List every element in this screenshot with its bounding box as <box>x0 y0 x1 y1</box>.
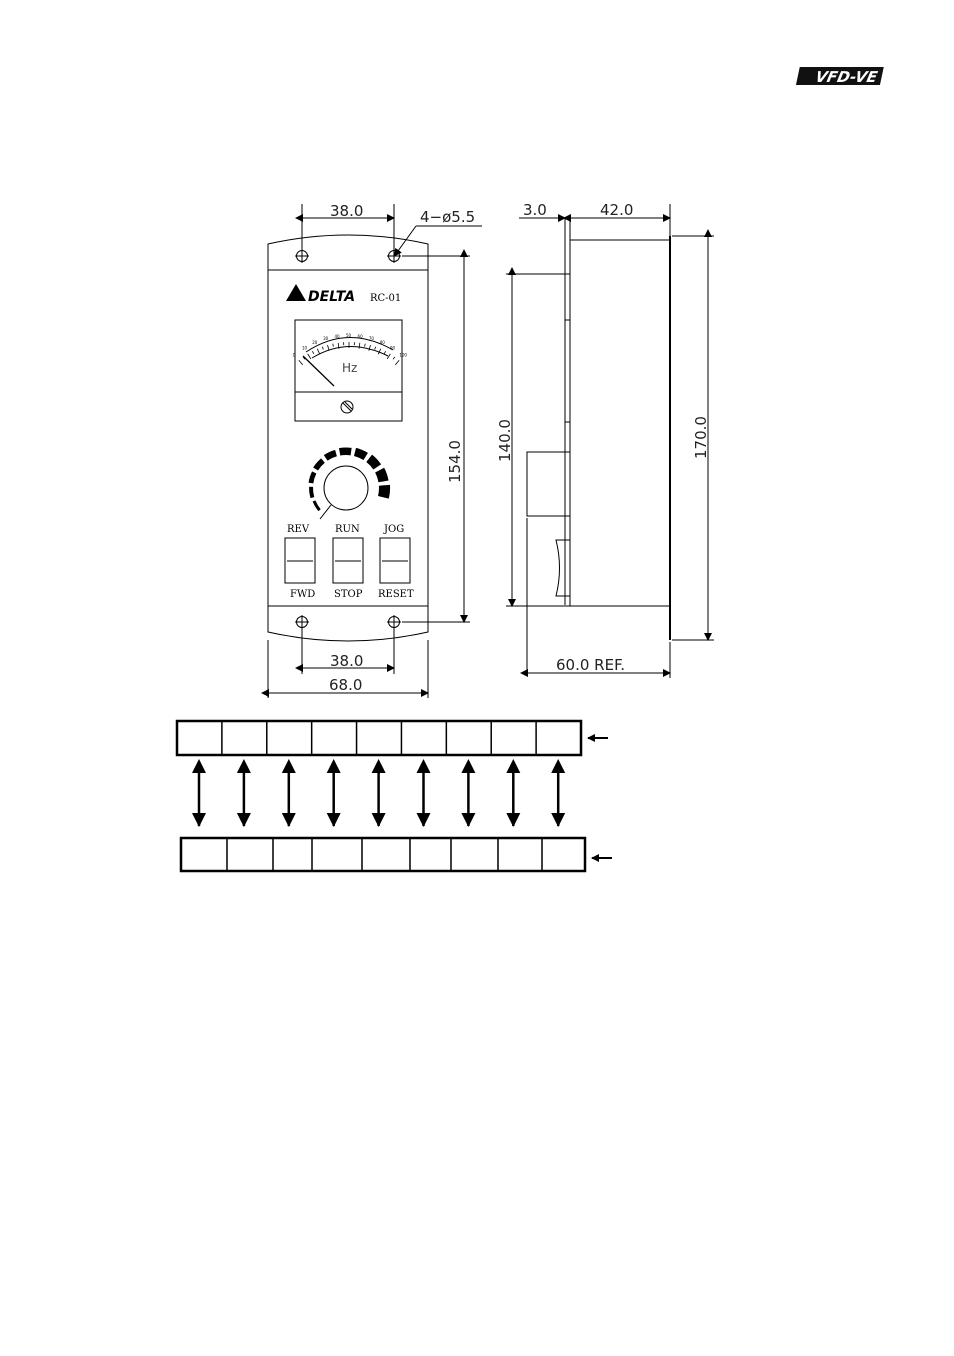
knob-scale <box>311 451 385 510</box>
meter-tick <box>359 343 360 349</box>
dim-height-label: 154.0 <box>446 440 464 483</box>
dim-total-depth <box>527 642 670 678</box>
terminal-strip-bottom <box>181 838 585 871</box>
dim-body-height-label: 140.0 <box>496 419 514 462</box>
dim-hole-callout <box>398 208 482 251</box>
meter-scale-number: 30 <box>323 336 329 342</box>
frequency-meter <box>293 320 408 421</box>
dim-height <box>402 256 470 622</box>
meter-scale-number: 100 <box>399 352 407 358</box>
button-label-jog: JOG <box>384 524 405 535</box>
button-label-stop: STOP <box>334 589 363 600</box>
side-body <box>570 240 670 606</box>
meter-scale-number: 40 <box>334 333 340 339</box>
knob-scale-segment <box>383 485 384 497</box>
meter-tick <box>312 351 313 354</box>
meter-scale-number: 90 <box>389 345 396 351</box>
knob-scale-segment <box>311 472 314 483</box>
dim-width-label: 68.0 <box>329 676 363 694</box>
wiring-diagram <box>177 721 612 871</box>
terminal-strip-top <box>177 721 581 755</box>
meter-scale-number: 10 <box>302 345 308 351</box>
delta-triangle-icon <box>286 284 306 301</box>
meter-unit: Hz <box>342 361 358 375</box>
side-button-profile <box>556 540 570 596</box>
meter-tick <box>395 360 399 365</box>
knob-scale-segment <box>326 453 336 458</box>
button-label-rev: REV <box>287 524 310 535</box>
meter-tick <box>365 344 366 347</box>
side-view <box>496 201 714 678</box>
meter-tick <box>393 357 395 359</box>
mounting-hole-icon <box>387 249 401 263</box>
terminal-strip-bottom-frame <box>181 838 585 871</box>
meter-tick <box>375 347 376 350</box>
meter-needle <box>303 356 334 386</box>
meter-scale-number: 20 <box>312 340 318 346</box>
dim-total-height <box>672 236 714 640</box>
mounting-hole-icon <box>295 249 309 263</box>
button-label-fwd: FWD <box>290 589 316 600</box>
meter-tick <box>322 347 323 350</box>
dim-flange <box>519 201 580 219</box>
dim-total-height-label: 170.0 <box>692 416 710 459</box>
meter-tick <box>317 349 319 354</box>
front-view <box>268 202 482 698</box>
dim-top-hole-spacing <box>302 202 394 250</box>
dim-bottom-hole-spacing <box>302 628 394 674</box>
knob-scale-segment <box>380 470 384 481</box>
side-knob-profile <box>527 452 570 516</box>
meter-scale-number: 60 <box>357 333 363 339</box>
meter-scale-number: 0 <box>292 352 296 358</box>
dim-flange-label: 3.0 <box>523 201 547 219</box>
knob-scale-segment <box>316 461 323 469</box>
zero-adjust-screw-icon <box>341 401 353 413</box>
meter-tick <box>333 344 334 347</box>
knob-scale-segment <box>369 458 377 467</box>
button-rev-fwd[interactable] <box>285 524 315 600</box>
dim-total-depth-label: 60.0 REF. <box>556 656 626 674</box>
mounting-hole-icon <box>387 615 401 629</box>
delta-logo <box>286 284 355 305</box>
button-jog-reset[interactable] <box>378 524 414 600</box>
knob-scale-segment <box>311 487 312 498</box>
knob-scale-segment <box>355 452 366 457</box>
dim-depth-label: 42.0 <box>600 201 634 219</box>
meter-tick <box>384 351 385 354</box>
model-label: RC-01 <box>370 293 402 304</box>
meter-tick <box>308 354 311 359</box>
button-run-stop[interactable] <box>333 524 363 600</box>
vfd-ve-logo-text: VFD-VE <box>813 68 880 86</box>
meter-tick <box>369 345 371 351</box>
dim-top-hole-spacing-label: 38.0 <box>330 202 364 220</box>
dim-holes-label: 4−ø5.5 <box>420 208 476 226</box>
wire-connections <box>199 772 558 826</box>
button-label-run: RUN <box>335 524 360 535</box>
speed-knob[interactable] <box>311 451 385 519</box>
meter-tick <box>387 354 390 359</box>
mounting-hole-icon <box>295 615 309 629</box>
meter-scale-number: 70 <box>368 336 374 342</box>
vfd-ve-logo <box>796 67 884 86</box>
meter-scale-number: 50 <box>346 333 352 338</box>
delta-brand: DELTA <box>308 289 356 305</box>
meter-scale-number: 80 <box>379 340 385 346</box>
dim-depth <box>570 201 670 236</box>
dim-bottom-hole-spacing-label: 38.0 <box>330 652 364 670</box>
button-label-reset: RESET <box>378 589 414 600</box>
meter-tick <box>299 360 303 365</box>
terminal-strip-top-frame <box>177 721 581 755</box>
knob-scale-segment <box>314 501 320 510</box>
knob-scale-segment <box>340 451 351 452</box>
